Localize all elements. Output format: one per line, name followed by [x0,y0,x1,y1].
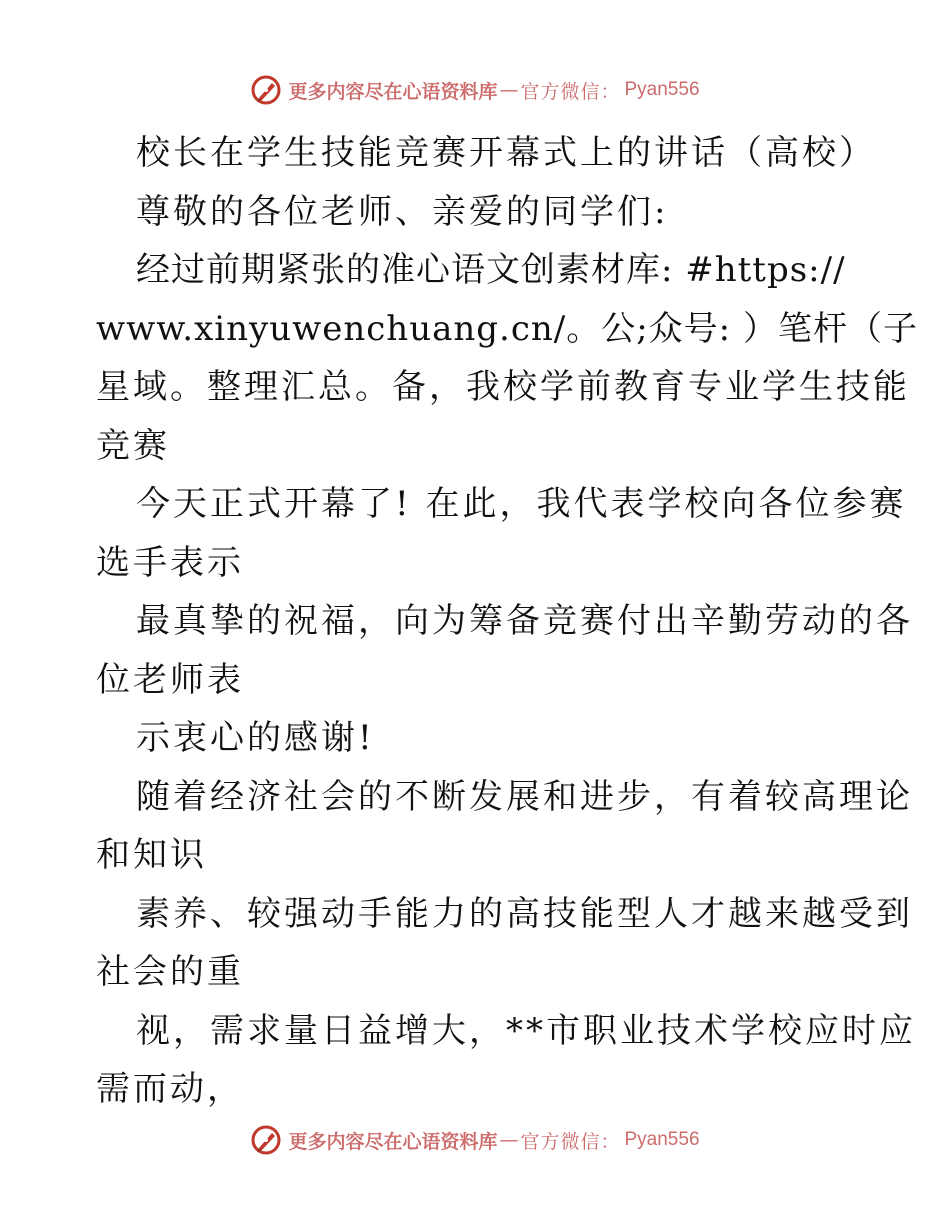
body-line: 最真挚的祝福，向为筹备竞赛付出辛勤劳动的各 [136,601,913,641]
quill-pen-logo-icon [250,1124,282,1156]
banner-wechat-handle: Pyan556 [624,79,700,100]
body-line: 视，需求量日益增大，**市职业技术学校应时应 [136,1010,916,1051]
body-line: 经过前期紧张的准心语文创素材库: #https:// [136,250,846,290]
document-title: 校长在学生技能竞赛开幕式上的讲话（高校） [136,133,876,173]
body-line: 今天正式开幕了! 在此，我代表学校向各位参赛 [136,484,907,524]
banner-separator: — [499,1129,519,1151]
document-body [96,124,918,1119]
quill-pen-logo-icon [250,74,282,106]
header-banner [0,70,950,110]
body-line: 星域。整理汇总。备，我校学前教育专业学生技能 [96,367,910,407]
body-line: www.xinyuwenchuang.cn/。公;众号: ）笔杆（子 [96,308,918,349]
body-line: 社会的重 [96,952,244,992]
body-line: 竞赛 [96,425,170,466]
footer-banner [0,1120,950,1160]
banner-site-text: 更多内容尽在心语资料库 [288,80,498,103]
banner-wechat-handle: Pyan556 [624,1129,700,1150]
body-line: 示衷心的感谢! [136,718,375,758]
body-line: 选手表示 [96,542,244,583]
body-line: 随着经济社会的不断发展和进步，有着较高理论 [136,776,913,817]
body-line: 素养、较强动手能力的高技能型人才越来越受到 [136,893,913,934]
body-line: 需而动， [96,1069,244,1109]
body-line: 位老师表 [96,659,244,700]
banner-wechat-label: 官方微信： [520,80,621,103]
banner-site-text: 更多内容尽在心语资料库 [288,1130,498,1153]
body-line: 和知识 [96,835,207,875]
banner-wechat-label: 官方微信： [520,1130,621,1153]
banner-separator: — [499,79,519,101]
salutation: 尊敬的各位老师、亲爱的同学们: [136,191,669,232]
